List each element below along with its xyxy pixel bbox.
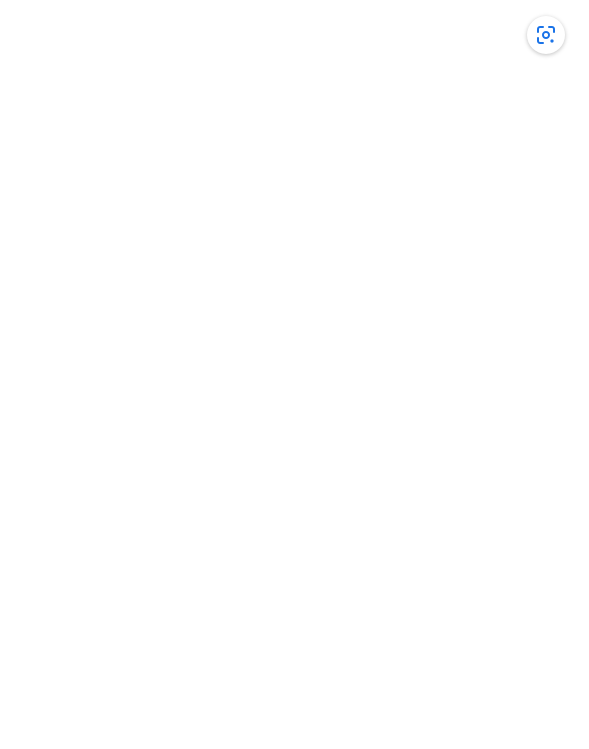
google-lens-icon (536, 25, 556, 45)
google-lens-button[interactable] (527, 16, 565, 54)
